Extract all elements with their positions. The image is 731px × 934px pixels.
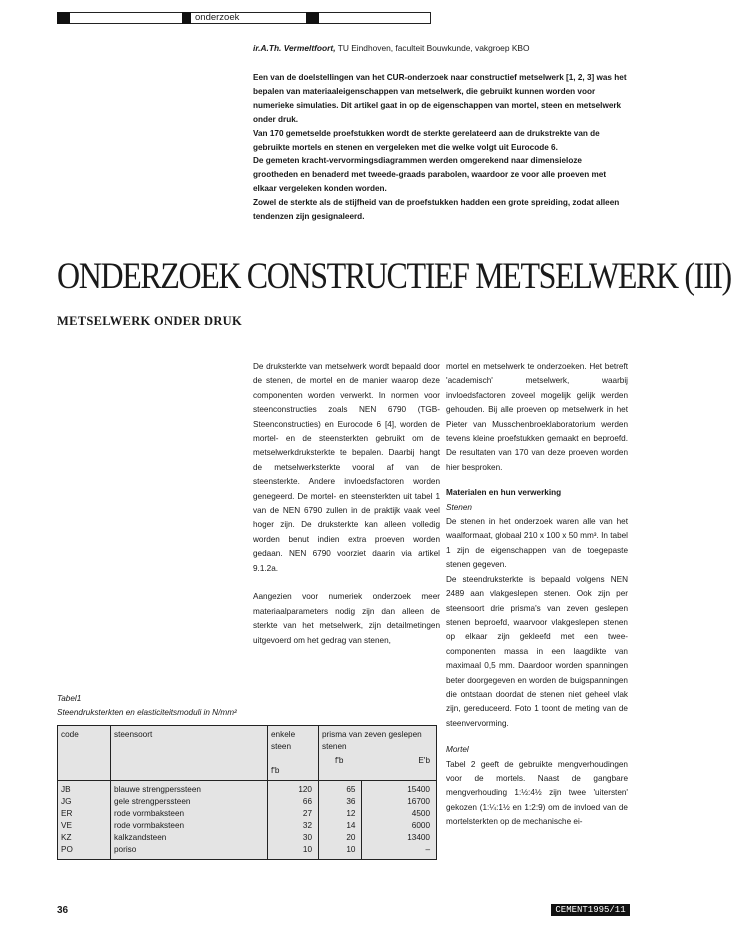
row-enkele: 27 bbox=[268, 808, 319, 820]
journal-footer: CEMENT1995/11 bbox=[551, 904, 630, 916]
table-caption bbox=[57, 692, 437, 720]
body-column-1 bbox=[253, 360, 440, 648]
col1-p1: De druksterkte van metselwerk wordt bepaald door de stenen, de mortel en de manier waarop deze componenten worden verwerkt. In normen voor steenconstructies zoals NEN 6790 (TGB-Steenconstructies) en Eurocode 6 [4], worden de mortel- en de steensterkten gebruikt om de metselwerkdruksterkte te bepalen. Daarbij hangt de metselwerksterkte vooral af van de steensterkte. Andere invloedsfactoren worden genegeerd. De mortel- en steensterkten uit tabel 1 van de NEN 6790 zullen in de praktijk vaak veel hoger zijn. De druksterkte kan alleen volledig worden benut indien extra proeven worden gedaan. NEN 6790 voorziet daarin via artikel 9.1.2a. bbox=[253, 362, 440, 573]
row-prisma-f: 10 bbox=[319, 844, 362, 860]
row-prisma-f: 65 bbox=[319, 781, 362, 797]
row-prisma-e: 15400 bbox=[362, 781, 437, 797]
spacer bbox=[446, 475, 628, 486]
row-code: JB bbox=[61, 785, 71, 794]
th-enkele: enkele steen f'b bbox=[268, 726, 319, 781]
row-prisma-f: 36 bbox=[319, 796, 362, 808]
th-prisma: prisma van zeven geslepen stenen f'b E'b bbox=[319, 726, 437, 781]
col2-p3: De steendruksterkte is bepaald volgens NEN 2489 aan vlakgeslepen stenen. Ook zijn per steensoort drie prisma's van zeven geslepen stenen beproefd, waarvoor vlakgeslepen stenen op elkaar zijn gekleefd met een twee-componenten massa in een laagdikte van maximaal 0,5 mm. Daardoor worden spanningen beter doorgegeven en worden de buigspanningen die ontstaan doordat de stenen niet geheel vlak zijn, gereduceerd. Foto 1 toont de meting van de steenvervorming. bbox=[446, 574, 628, 728]
strength-table bbox=[57, 725, 437, 860]
row-code: PO bbox=[61, 845, 73, 854]
th-code: code bbox=[58, 726, 111, 781]
row-prisma-e: 6000 bbox=[362, 820, 437, 832]
subheading-stenen: Stenen bbox=[446, 502, 472, 512]
table-row bbox=[58, 832, 437, 844]
row-soort: poriso bbox=[111, 844, 268, 860]
table-row bbox=[58, 808, 437, 820]
th-fb: f'b bbox=[271, 766, 280, 775]
table-label: Tabel1 bbox=[57, 694, 82, 703]
row-enkele: 66 bbox=[268, 796, 319, 808]
th-eb: E'b bbox=[418, 756, 430, 765]
lead-paragraph bbox=[253, 71, 627, 224]
col2-p4: Tabel 2 geeft de gebruikte mengverhoudingen voor de mortels. Naast de gangbare mengverhouding 1:½:4½ zijn twee 'uitersten' gekozen (1:¼:1½ en 1:2:9) om de invloed van de mortelsterkten op de mechanische ei- bbox=[446, 759, 628, 827]
lead-p2: Van 170 gemetselde proefstukken wordt de sterkte gerelateerd aan de drukstrekte van de gebruikte mortels en stenen en vergeleken met die welke volgt uit Eurocode 6. bbox=[253, 128, 600, 152]
row-soort: gele strengperssteen bbox=[111, 796, 268, 808]
author-line bbox=[253, 43, 530, 53]
col2-p2: De stenen in het onderzoek waren alle van het waalformaat, globaal 210 x 100 x 50 mm³. In tabel 1 zijn de eigenschappen van de toegepaste stenen gegeven. bbox=[446, 517, 628, 570]
table-row bbox=[58, 796, 437, 808]
author-affiliation: TU Eindhoven, faculteit Bouwkunde, vakgroep KBO bbox=[335, 43, 530, 53]
section-header-bar bbox=[57, 12, 431, 24]
th-fb2: f'b bbox=[335, 756, 344, 765]
header-block-mid bbox=[182, 12, 191, 24]
article-subtitle: METSELWERK ONDER DRUK bbox=[57, 314, 243, 328]
lead-p1: Een van de doelstellingen van het CUR-onderzoek naar constructief metselwerk [1, 2, 3] was het bepalen van materiaaleigenschappen van metselwerk, die gebruikt kunnen worden voor numerieke simulaties. Dit artikel gaat in op de eigenschappen van mortel, steen en metselwerk onder druk. bbox=[253, 73, 627, 124]
page-number: 36 bbox=[57, 905, 69, 916]
row-enkele: 10 bbox=[268, 844, 319, 860]
table-body bbox=[58, 781, 437, 860]
heading-materialen: Materialen en hun verwerking bbox=[446, 488, 562, 498]
row-soort: rode vormbaksteen bbox=[111, 820, 268, 832]
row-code: VE bbox=[61, 821, 72, 830]
spacer bbox=[446, 731, 628, 743]
row-code: JG bbox=[61, 797, 72, 806]
body-column-2 bbox=[446, 360, 628, 830]
table-header-row bbox=[58, 726, 437, 781]
col2-p1: mortel en metselwerk te onderzoeken. Het betreft 'academisch' metselwerk, waarbij invloedsfactoren zoveel mogelijk gelijk werden gehouden. Bij alle proeven op metselwerk in het Pieter van Musschenbroeklaboratorium werden tevens kleine proefstukken gemaakt en beproefd. De resultaten van 170 van deze proeven worden hier besproken. bbox=[446, 362, 628, 472]
row-soort: rode vormbaksteen bbox=[111, 808, 268, 820]
subheading-mortel: Mortel bbox=[446, 745, 469, 755]
row-soort: kalkzandsteen bbox=[111, 832, 268, 844]
header-block-left bbox=[57, 12, 70, 24]
row-soort: blauwe strengperssteen bbox=[111, 781, 268, 797]
row-prisma-f: 12 bbox=[319, 808, 362, 820]
row-prisma-f: 14 bbox=[319, 820, 362, 832]
th-soort: steensoort bbox=[111, 726, 268, 781]
header-block-right bbox=[306, 12, 319, 24]
lead-p4: Zowel de sterkte als de stijfheid van de proefstukken hadden een grote spreiding, zodat alleen tendenzen zijn gesignaleerd. bbox=[253, 198, 620, 222]
row-enkele: 120 bbox=[268, 781, 319, 797]
table-row bbox=[58, 844, 437, 860]
row-enkele: 32 bbox=[268, 820, 319, 832]
row-enkele: 30 bbox=[268, 832, 319, 844]
row-code: ER bbox=[61, 809, 73, 818]
table-row bbox=[58, 781, 437, 797]
author-name: ir.A.Th. Vermeltfoort, bbox=[253, 43, 336, 53]
table-row bbox=[58, 820, 437, 832]
article-title: ONDERZOEK CONSTRUCTIEF METSELWERK (III) bbox=[57, 256, 731, 297]
row-prisma-e: – bbox=[362, 844, 437, 860]
section-label: onderzoek bbox=[195, 12, 240, 23]
table-title: Steendruksterkten en elasticiteitsmoduli in N/mm² bbox=[57, 708, 237, 717]
row-prisma-f: 20 bbox=[319, 832, 362, 844]
row-prisma-e: 16700 bbox=[362, 796, 437, 808]
row-prisma-e: 13400 bbox=[362, 832, 437, 844]
row-prisma-e: 4500 bbox=[362, 808, 437, 820]
lead-p3: De gemeten kracht-vervormingsdiagrammen werden omgerekend naar dimensieloze grootheden en benaderd met tweede-graads parabolen, waardoor ze voor alle proeven met elkaar vergeleken konden worden. bbox=[253, 156, 607, 194]
row-code: KZ bbox=[61, 833, 72, 842]
col1-p2: Aangezien voor numeriek onderzoek meer materiaalparameters nodig zijn dan alleen de sterkte van het metselwerk, zijn detailmetingen uitgevoerd om het gedrag van stenen, bbox=[253, 592, 440, 645]
